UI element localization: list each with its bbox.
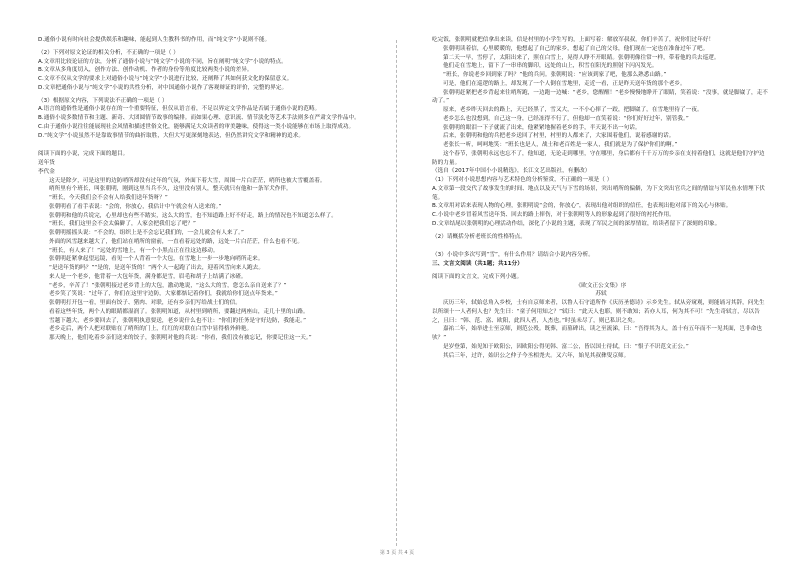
text-line: （2）请概括分析老班长的性格特点。 <box>432 233 526 240</box>
text-line: 那天晚上，他们吃着乡亲们送来的饺子，张朝明对他的兵说：“你看，我们没有被忘记，你要记住这一天。” <box>49 335 312 341</box>
text-line: A.文章用比较论证的方法，分析了通俗小说与“纯文学”小说的不同，旨在阐明“纯文学”小说的特点。 <box>38 58 287 65</box>
text-line: 这天是除夕，可是这里的边防哨所却没有过年的气氛，外面下着大雪，周围一片白茫茫，哨所也被大雪覆盖着。 <box>49 177 326 184</box>
text-line: B.文章从多角度切入，创作方法、创作动机、作者的身份等角度比较两类小说的差异。 <box>38 67 253 74</box>
text-line: 老乡笑了笑说：“过年了，你们在这里守边防，大家都惦记着你们，我就给你们送点年货来。” <box>49 291 278 298</box>
text-line: B.文章用对话来表现人物的心理，张朝明说“会的，你放心”，表现出他对组织的信任，也表现出他对部下的关心与体贴。 <box>432 203 732 210</box>
text-line: （1）下列对小说思想内容与艺术特色的分析鉴赏，不正确的一项是（ ） <box>432 177 613 183</box>
text-line: C.由于通俗小说往往能展现社会风情和描述世俗文化，能够满足大众读者的审美趣味，使得这一类小说能够在市场上取得成功。 <box>38 123 355 130</box>
spacer <box>38 140 376 150</box>
text-line: （选自《2017年中国小小说精选》，长江文艺出版社，有删改） <box>432 168 591 175</box>
text-line: 可是，他们在巡逻的路上，却发现了一个人倒在雪地里，走近一看，正是昨天送年货的那个老乡。 <box>443 80 686 87</box>
text-line: 送年货 <box>38 160 55 166</box>
text-line: 张朝明赶紧拿起望远镜，看见一个人背着一个大包，在雪地上一步一步地向哨所走来。 <box>49 256 264 263</box>
text-line: 庆历三年，轼始总角入乡校，士有自京师来者，以鲁人石守道所作《庆历圣德诗》示乡先生。轼从旁窥观，则能诵习其辞，问先生以所颂十一人者何人也？先生曰：“童子何用知之？”轼曰：“此天人也耶，则不敢知；若亦人耳，何为其不可！”先生奇轼言，尽以告之，且曰：“韩、范、富、欧阳，此四人者，人杰也。”时虽未尽了，则已私识之矣。 <box>432 300 765 324</box>
spacer <box>432 241 770 251</box>
text-line: 原来，老乡昨天回去的路上，天已经黑了，雪又大，一不小心摔了一跤，把脚崴了，在雪地里待了一夜。 <box>443 107 703 113</box>
text-line: 张朝明打开包一看，里面有饺子、猪肉、对联，还有乡亲们写给战士们的信。 <box>49 300 241 306</box>
text-line: D.文章把通俗小说与“纯文学”小说的共性分析，对中国通俗小说作了客观辩证的评价，完整的界定。 <box>38 84 288 91</box>
text-line: 这个春节，张朝明永远也忘不了，他知道，无论走到哪里，守在哪里，身后都有千千万万的乡亲在支持着他们，这就是他们守护边防的力量。 <box>432 150 765 166</box>
text-line: 他们走在雪地上，留下了一串串的脚印，远处的山上，积雪在阳光的照射下闪闪发光。 <box>443 63 658 70</box>
text-line: 吃完饭，张朝明就把信拿出来读，信是村里的小学生写的，上面写着：解放军叔叔，你们辛苦了，祝你们过年好！ <box>432 37 715 43</box>
text-line: 来人是一个老乡，他背着一大包年货，满身都是雪，眉毛和胡子上结满了冰碴。 <box>49 273 247 280</box>
text-line: “老乡，辛苦了！”张朝明接过老乡背上的大包，激动地说，“这么大的雪，您怎么亲自送来了？” <box>49 282 287 289</box>
left-column <box>38 36 376 343</box>
text-line: 阅读下面的小说，完成下面的题目。 <box>38 151 129 158</box>
text-line: 张朝明的眼泪一下子就流了出来，他紧紧地握着老乡的手，半天说不出一句话。 <box>443 124 641 131</box>
column-divider <box>396 40 397 546</box>
text-line: 李代金 <box>38 168 55 175</box>
right-column <box>432 36 770 360</box>
text-line: 三、文言文阅读（共1题；共11分） <box>432 261 523 267</box>
text-line: “班长，有人来了！”远处的雪地上，有一个小黑点正在往这边移动。 <box>49 247 219 254</box>
page-footer: 第 3 页 共 4 页 <box>379 550 415 556</box>
text-line: （3）根据原文内容，下列说法不正确的一项是（ ） <box>38 97 168 104</box>
text-line: 后来，张朝明和他的兵把老乡送回了村里，村里的人都来了，大家围着他们，说着感谢的话。 <box>443 133 675 140</box>
text-line: 阅读下面的文言文，完成下列小题。 <box>432 273 523 280</box>
text-line: 苏轼 <box>595 291 607 298</box>
text-line: D.通俗小说有时向社会提供娱乐和趣味，能起到人生教科书的作用，而“纯文学”小说则不能。 <box>38 37 271 43</box>
text-line: A.文章第一段交代了故事发生的时间、地点以及天气与下雪的场景，突出哨所的偏僻，为下文突出官兵之间的情谊与军民鱼水情埋下伏笔。 <box>432 185 765 201</box>
text-line: 哨所里有个班长，叫张朝明，刚到这里当兵不久，这里没有别人，整天就只有他和一条军犬作伴。 <box>49 186 292 193</box>
text-line: 看着这些年货，两个人的眼睛都湿润了。张朝明知道，从村里到哨所，要翻过两座山，走几十里的山路。 <box>49 308 309 315</box>
text-line: 《欧文正公文集》序 <box>575 282 627 289</box>
text-line: 张朝明读着信，心里暖暖的，他想起了自己的家乡，想起了自己的父母，他们现在一定也在准备过年了吧。 <box>443 45 709 52</box>
text-line: 张朝明赶紧把老乡背起来往哨所跑，一边跑一边喊：“老乡，您醒醒！”老乡慢慢地睁开了眼睛，笑着说：“没事，就是脚崴了，走不动了。” <box>432 89 768 105</box>
text-line: 张朝明看了看手表说：“会的，你放心，我估计中午就会有人送来的。” <box>49 203 222 210</box>
text-line: 张朝明和他的兵说完，心里却也有些不踏实，这么大的雪，也不知道路上好不好走，路上的情况也不知道怎么样了。 <box>49 212 337 219</box>
text-line: 第二天一早，雪停了，太阳出来了，照在白雪上，晃得人睁不开眼睛。张朝明像往常一样，带着他的兵去巡逻。 <box>443 54 720 61</box>
text-line: “班长，你说老乡回到家了吗？”他的兵问。张朝明说：“应该到家了吧，他那么熟悉山路。” <box>443 72 667 78</box>
text-line: 老张长一听，呵呵地笑：“班长也是人，战士和老百姓是一家人，我们就是为了保护你们的啊。” <box>443 142 678 148</box>
text-line: C.文章不仅从文学的要求上对通俗小说与“纯文学”小说进行比较，还阐释了其如何获文化的保留意义。 <box>38 76 293 82</box>
text-line: 其后三年，过许，始识公之仲子今丞相尧夫。又六年，始见其叔彝叟京师。 <box>443 352 630 359</box>
text-line: 嘉祐二年，始举进士至京师，则范公殁。既葬，而墓碑出，读之至流涕，曰：“吾得其为人，盖十有五年而不一见其面，岂非命也欤？” <box>432 326 762 341</box>
text-line: （2）下列对原文论证的相关分析，不正确的一项是（ ） <box>38 49 179 56</box>
text-line: “是送年货的吗？”“是的，是送年货的！”两个人一起跑了出去，迎着风雪向来人跑去。 <box>49 265 264 271</box>
text-line: B.通俗小说多数情节和主题、新奇、大团圆情节故事的编排。而如果心理、意识流、情节淡化等艺术手法则多在严肃文学作品中。 <box>38 115 360 121</box>
text-line: （3）小说中多次写到“雪”，有什么作用？请结合小说内容分析。 <box>432 252 594 259</box>
text-line: 雪越下越大，老乡要回去了，张朝明执意要送，老乡说什么也不让：“你们的任务是守好边防，我能走。” <box>49 317 307 324</box>
text-line: C.小说中老乡冒着风雪送年货、回去的路上摔伤，对于张朝明等人的形象起到了很好的衬托作用。 <box>432 212 675 218</box>
text-line: 外面的风雪越来越大了，他们站在哨所的窗前，一直看着远处的路，远处一片白茫茫，什么也看不见。 <box>49 238 303 245</box>
text-line: D.“纯文学”小说虽然不是靠故事情节的曲折取胜，大但大写更深刻地表达，但仍然讲究文学和精神的追求。 <box>38 132 305 139</box>
text-line: “班长，我们这里会不会太偏僻了，人家会把我们忘了吧？” <box>49 221 196 228</box>
text-line: A.语言的通俗性是通俗小说存在的一个重要特征，但仅从语言看，不足以界定文学作品是否属于通俗小说的范畴。 <box>38 106 321 113</box>
text-line: 老乡走后，两个人把对联贴在了哨所的门上，红红的对联在白雪中显得格外鲜艳。 <box>49 326 253 333</box>
text-line: 张朝明摇摇头说：“不会的，组织上是不会忘记我们的，一会儿就会有人来了。” <box>49 230 244 236</box>
text-line: 老乡怎么也没想到，自己这一身，已经冻得不行了，但他却一直笑着说：“你们好好过年，别管我。” <box>443 115 689 122</box>
text-line: D.文章结尾以张朝明的心理活动作结，深化了小说的主题，表现了军民之间的深厚情谊，给读者留下了深刻的印象。 <box>432 220 721 227</box>
text-line: “班长，今天我们会不会有人给我们送年货呀？” <box>49 195 168 201</box>
text-line: 是岁登第，始见知于欧阳公，因欧阳公得见韩、富二公，皆以国士待轼，曰：“恨子不识范文正公。” <box>443 343 689 350</box>
